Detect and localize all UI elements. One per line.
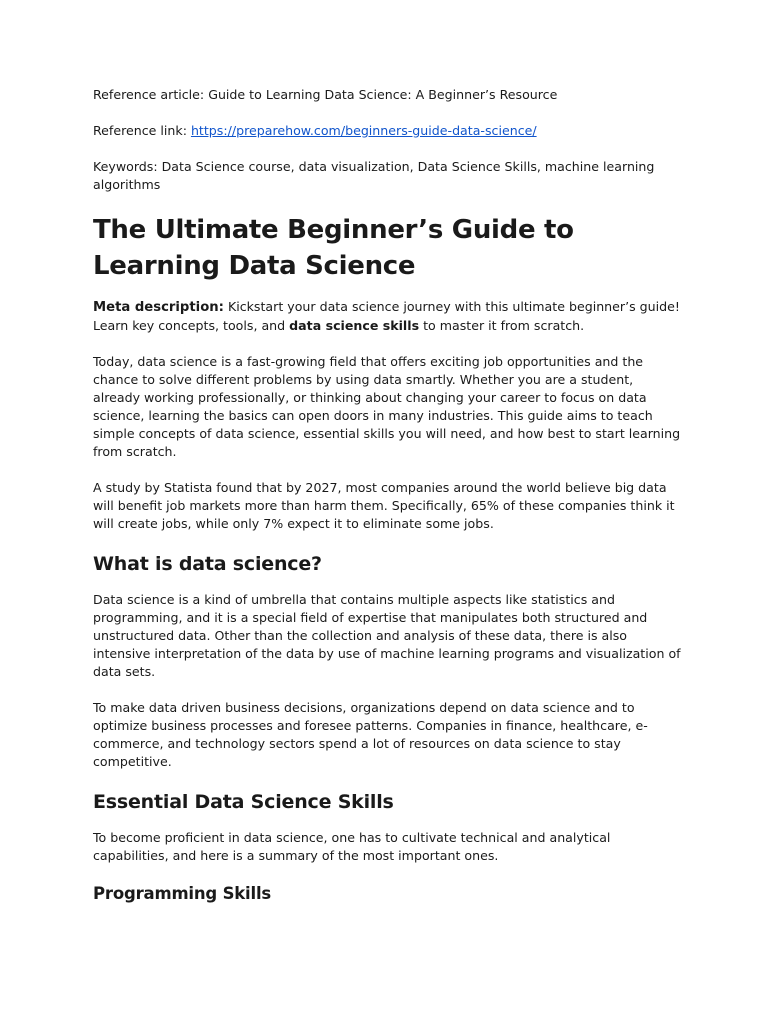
reference-link-line bbox=[93, 122, 681, 140]
page-title: The Ultimate Beginner’s Guide to Learning Data Science bbox=[93, 215, 574, 281]
what-paragraph-2: To make data driven business decisions, organizations depend on data science and to optimize business processes and foresee patterns. Companies in finance, healthcare, e-commerce, and technology sectors spend a lot of resources on data science to stay competitive. bbox=[93, 700, 648, 769]
meta-description bbox=[93, 298, 681, 335]
meta-description-text: Kickstart your data science journey with this ultimate beginner’s guide! Learn key concepts, tools, and bbox=[93, 299, 680, 333]
meta-description-bold-phrase: data science skills bbox=[289, 318, 420, 333]
reference-article-title: Guide to Learning Data Science: A Beginner’s Resource bbox=[208, 87, 558, 102]
keywords-text: Data Science course, data visualization, Data Science Skills, machine learning algorithms bbox=[93, 159, 655, 192]
keywords-label: Keywords: bbox=[93, 159, 158, 174]
subheading-programming-skills: Programming Skills bbox=[93, 884, 272, 903]
intro-paragraph-1: Today, data science is a fast-growing field that offers exciting job opportunities and the chance to solve different problems by using data smartly. Whether you are a student, already working professionally, or thinking about changing your career to focus on data science, learning the basics can open doors in many industries. This guide aims to teach simple concepts of data science, essential skills you will need, and how best to start learning from scratch. bbox=[93, 354, 681, 459]
meta-description-label: Meta description: bbox=[93, 300, 224, 315]
reference-link[interactable]: https://preparehow.com/beginners-guide-data-science/ bbox=[190, 123, 537, 138]
section-heading-what-is-data-science: What is data science? bbox=[93, 553, 322, 575]
reference-link-label: Reference link: bbox=[93, 123, 187, 138]
meta-description-text-end: to master it from scratch. bbox=[423, 318, 585, 333]
what-paragraph-1: Data science is a kind of umbrella that contains multiple aspects like statistics and programming, and it is a special field of expertise that manipulates both structured and unstructured data. Other than the collection and analysis of these data, there is also intensive interpretation of the data by use of machine learning programs and visualization of data sets. bbox=[93, 592, 681, 679]
skills-paragraph: To become proficient in data science, one has to cultivate technical and analytical capabilities, and here is a summary of the most important ones. bbox=[93, 830, 611, 863]
keywords-line bbox=[93, 158, 681, 194]
reference-article-label: Reference article: bbox=[93, 87, 205, 102]
section-heading-essential-skills: Essential Data Science Skills bbox=[93, 791, 394, 813]
intro-paragraph-2: A study by Statista found that by 2027, most companies around the world believe big data will benefit job markets more than harm them. Specifically, 65% of these companies think it will create jobs, while only 7% expect it to eliminate some jobs. bbox=[93, 480, 675, 531]
reference-article-line bbox=[93, 86, 681, 104]
document-page bbox=[93, 86, 681, 905]
